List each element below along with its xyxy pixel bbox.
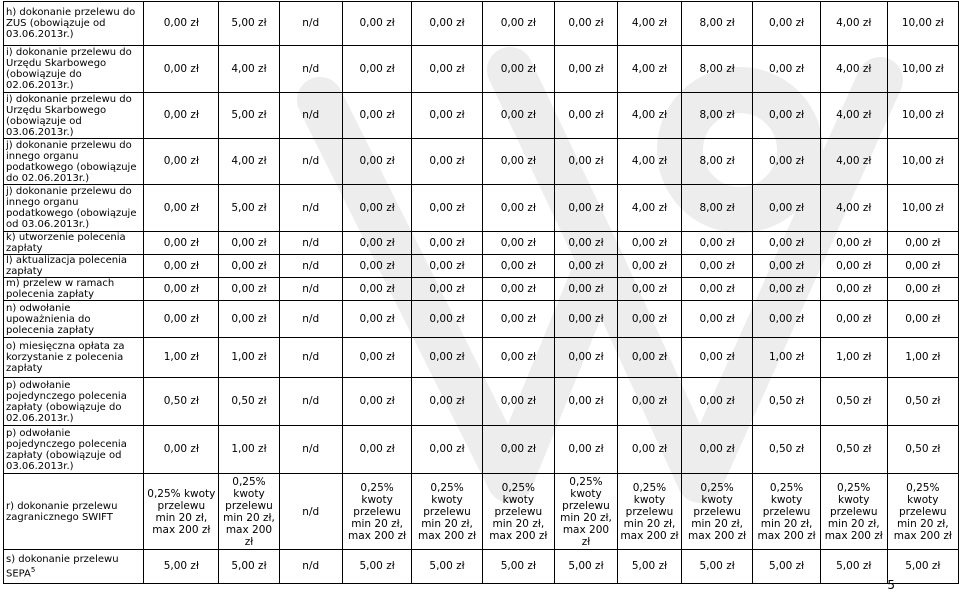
fee-cell: 5,00 zł (681, 550, 752, 584)
fee-cell: 0,00 zł (412, 278, 482, 301)
fee-cell: 0,25% kwoty przelewu min 20 zł, max 200 zł (412, 474, 482, 550)
fee-cell: 0,00 zł (681, 338, 752, 378)
row-label (4, 2, 144, 46)
fee-cell: 0,00 zł (887, 301, 958, 338)
fee-table-body (4, 2, 959, 584)
fee-cell: 0,25% kwoty przelewu min 20 zł, max 200 zł (681, 474, 752, 550)
fee-cell: 4,00 zł (617, 2, 681, 46)
row-label (4, 185, 144, 232)
fee-cell: 0,00 zł (412, 301, 482, 338)
fee-cell: 0,00 zł (753, 46, 821, 93)
fee-cell: 0,00 zł (753, 255, 821, 278)
row-label (4, 255, 144, 278)
fee-cell: 0,00 zł (820, 301, 887, 338)
fee-cell: 0,00 zł (681, 232, 752, 255)
fee-cell: 1,00 zł (753, 338, 821, 378)
fee-cell: 0,00 zł (554, 338, 617, 378)
fee-cell: 0,00 zł (554, 378, 617, 426)
fee-cell: 0,00 zł (554, 139, 617, 185)
fee-cell: 0,00 zł (887, 255, 958, 278)
fee-cell: 0,00 zł (482, 93, 554, 139)
fee-cell: 0,00 zł (144, 185, 219, 232)
row-label-text: k) utworzenie polecenia zapłaty (6, 232, 126, 254)
fee-cell: 4,00 zł (219, 139, 279, 185)
fee-cell: 0,00 zł (617, 232, 681, 255)
fee-cell: 10,00 zł (887, 46, 958, 93)
fee-cell: 0,50 zł (887, 378, 958, 426)
fee-cell: 0,00 zł (144, 46, 219, 93)
fee-cell: 0,25% kwoty przelewu min 20 zł, max 200 zł (617, 474, 681, 550)
fee-cell: 4,00 zł (219, 46, 279, 93)
fee-cell: 8,00 zł (681, 46, 752, 93)
fee-cell: 8,00 zł (681, 139, 752, 185)
row-label-text: p) odwołanie pojedynczego polecenia zapłaty (obowiązuje do 02.06.2013r.) (6, 379, 127, 424)
row-label-text: h) dokonanie przelewu do ZUS (obowiązuje od 03.06.2013r.) (6, 7, 136, 40)
fee-cell: 0,00 zł (342, 278, 411, 301)
fee-cell: 5,00 zł (554, 550, 617, 584)
fee-cell: 0,00 zł (554, 46, 617, 93)
fee-cell: 0,25% kwoty przelewu min 20 zł, max 200 zł (887, 474, 958, 550)
fee-cell: 0,00 zł (342, 426, 411, 474)
fee-cell: 4,00 zł (617, 139, 681, 185)
fee-cell: 0,00 zł (554, 426, 617, 474)
fee-cell: 0,25% kwoty przelewu min 20 zł, max 200 zł (219, 474, 279, 550)
row-label (4, 550, 144, 584)
fee-cell: 0,00 zł (482, 185, 554, 232)
table-row (4, 338, 959, 378)
row-label-text: o) miesięczna opłata za korzystanie z polecenia zapłaty (6, 341, 125, 374)
fee-cell: 10,00 zł (887, 2, 958, 46)
fee-cell: 0,00 zł (144, 255, 219, 278)
fee-cell: 0,00 zł (820, 278, 887, 301)
fee-cell: 10,00 zł (887, 139, 958, 185)
row-label-text: l) aktualizacja polecenia zapłaty (6, 255, 127, 277)
fee-cell: 1,00 zł (219, 426, 279, 474)
fee-cell: 0,00 zł (342, 232, 411, 255)
fee-cell: 0,00 zł (617, 255, 681, 278)
fee-cell: 0,00 zł (681, 378, 752, 426)
fee-cell: 0,00 zł (342, 93, 411, 139)
fee-cell: 0,00 zł (342, 301, 411, 338)
fee-cell: 0,50 zł (887, 426, 958, 474)
row-label (4, 232, 144, 255)
fee-cell: 0,00 zł (144, 301, 219, 338)
table-row (4, 139, 959, 185)
fee-cell: 4,00 zł (820, 185, 887, 232)
fee-cell: 0,00 zł (617, 378, 681, 426)
fee-cell: 0,00 zł (342, 139, 411, 185)
fee-cell: 0,50 zł (753, 378, 821, 426)
fee-cell: n/d (279, 550, 342, 584)
fee-cell: 0,00 zł (412, 2, 482, 46)
table-row (4, 2, 959, 46)
fee-cell: 0,00 zł (681, 255, 752, 278)
row-label (4, 139, 144, 185)
fee-cell: 0,00 zł (482, 2, 554, 46)
fee-cell: n/d (279, 426, 342, 474)
fee-cell: 5,00 zł (219, 185, 279, 232)
fee-cell: 5,00 zł (219, 2, 279, 46)
table-row (4, 255, 959, 278)
fee-cell: 0,00 zł (412, 338, 482, 378)
fee-cell: 0,00 zł (681, 278, 752, 301)
table-row (4, 426, 959, 474)
fee-cell: 0,00 zł (412, 255, 482, 278)
fee-cell: 0,00 zł (554, 93, 617, 139)
table-row (4, 232, 959, 255)
fee-cell: 0,00 zł (820, 255, 887, 278)
fee-cell: n/d (279, 378, 342, 426)
fee-cell: 0,00 zł (342, 378, 411, 426)
fee-table (3, 1, 959, 584)
table-row (4, 474, 959, 550)
fee-cell: 0,00 zł (342, 255, 411, 278)
fee-cell: 0,00 zł (412, 93, 482, 139)
table-row (4, 93, 959, 139)
fee-cell: 0,00 zł (753, 278, 821, 301)
row-label-text: i) dokonanie przelewu do Urzędu Skarbowego (obowiązuje od 03.06.2013r.) (6, 93, 132, 138)
fee-cell: 0,25% kwoty przelewu min 20 zł, max 200 zł (554, 474, 617, 550)
row-label (4, 301, 144, 338)
fee-cell: 0,00 zł (144, 93, 219, 139)
fee-cell: 0,00 zł (219, 255, 279, 278)
fee-cell: 0,25% kwoty przelewu min 20 zł, max 200 zł (144, 474, 219, 550)
fee-cell: 0,50 zł (753, 426, 821, 474)
fee-cell: 0,00 zł (219, 301, 279, 338)
fee-cell: 0,00 zł (144, 278, 219, 301)
fee-cell: 0,00 zł (412, 185, 482, 232)
row-label (4, 93, 144, 139)
row-label (4, 378, 144, 426)
table-row (4, 46, 959, 93)
table-row (4, 301, 959, 338)
row-label-text: n) odwołanie upoważnienia do polecenia zapłaty (6, 302, 95, 336)
fee-cell: 0,00 zł (412, 426, 482, 474)
row-label-text: j) dokonanie przelewu do innego organu podatkowego (obowiązuje od 03.06.2013r.) (6, 186, 137, 230)
fee-cell: n/d (279, 232, 342, 255)
fee-cell: 5,00 zł (144, 550, 219, 584)
row-label (4, 426, 144, 474)
fee-cell: 4,00 zł (617, 46, 681, 93)
fee-cell: 0,00 zł (482, 426, 554, 474)
fee-cell: 0,00 zł (820, 232, 887, 255)
fee-cell: 0,00 zł (482, 338, 554, 378)
row-label (4, 338, 144, 378)
fee-cell: 1,00 zł (887, 338, 958, 378)
fee-cell: 5,00 zł (617, 550, 681, 584)
fee-cell: 0,00 zł (681, 426, 752, 474)
fee-cell: 0,00 zł (412, 139, 482, 185)
fee-cell: 1,00 zł (144, 338, 219, 378)
fee-cell: 0,00 zł (482, 301, 554, 338)
row-label (4, 46, 144, 93)
fee-cell: 0,25% kwoty przelewu min 20 zł, max 200 zł (482, 474, 554, 550)
fee-cell: n/d (279, 139, 342, 185)
fee-cell: 0,00 zł (753, 232, 821, 255)
fee-cell: 0,00 zł (482, 232, 554, 255)
fee-cell: 5,00 zł (753, 550, 821, 584)
fee-cell: 0,00 zł (482, 378, 554, 426)
fee-cell: 0,00 zł (753, 185, 821, 232)
fee-cell: 0,00 zł (554, 2, 617, 46)
fee-cell: n/d (279, 301, 342, 338)
fee-cell: 0,50 zł (820, 426, 887, 474)
fee-cell: n/d (279, 338, 342, 378)
row-label-text: r) dokonanie przelewu zagranicznego SWIFT (6, 500, 118, 523)
row-label-text: s) dokonanie przelewu SEPA (6, 553, 119, 580)
fee-cell: 5,00 zł (342, 550, 411, 584)
fee-cell: 5,00 zł (219, 93, 279, 139)
fee-cell: 10,00 zł (887, 185, 958, 232)
fee-cell: 0,00 zł (887, 278, 958, 301)
fee-cell: 0,00 zł (219, 232, 279, 255)
fee-cell: 0,00 zł (617, 426, 681, 474)
page-number: 5 (887, 578, 895, 592)
fee-cell: 0,00 zł (412, 232, 482, 255)
row-label-text: m) przelew w ramach polecenia zapłaty (6, 278, 115, 300)
fee-cell: 4,00 zł (617, 185, 681, 232)
fee-cell: 0,00 zł (144, 232, 219, 255)
fee-cell: 0,50 zł (144, 378, 219, 426)
fee-cell: n/d (279, 46, 342, 93)
fee-cell: 0,00 zł (342, 46, 411, 93)
table-row (4, 378, 959, 426)
row-label (4, 278, 144, 301)
fee-cell: 5,00 zł (482, 550, 554, 584)
fee-cell: 1,00 zł (820, 338, 887, 378)
fee-cell: 0,00 zł (753, 93, 821, 139)
fee-cell: 0,00 zł (554, 278, 617, 301)
fee-cell: 4,00 zł (820, 2, 887, 46)
fee-cell: 0,00 zł (482, 278, 554, 301)
fee-cell: 0,00 zł (554, 232, 617, 255)
fee-cell: 4,00 zł (820, 46, 887, 93)
fee-cell: 0,25% kwoty przelewu min 20 zł, max 200 zł (753, 474, 821, 550)
fee-cell: 8,00 zł (681, 93, 752, 139)
fee-cell: 5,00 zł (887, 550, 958, 584)
fee-cell: 0,00 zł (412, 46, 482, 93)
row-label-text: p) odwołanie pojedynczego polecenia zapłaty (obowiązuje od 03.06.2013r.) (6, 427, 127, 472)
table-row (4, 278, 959, 301)
fee-cell: 4,00 zł (820, 93, 887, 139)
fee-cell: 5,00 zł (820, 550, 887, 584)
fee-cell: 0,00 zł (219, 278, 279, 301)
fee-cell: 0,00 zł (482, 139, 554, 185)
fee-cell: 0,00 zł (554, 301, 617, 338)
fee-cell: 5,00 zł (412, 550, 482, 584)
fee-cell: 0,00 zł (753, 2, 821, 46)
fee-cell: 0,00 zł (144, 426, 219, 474)
fee-cell: 0,00 zł (554, 185, 617, 232)
row-label-text: i) dokonanie przelewu do Urzędu Skarbowego (obowiązuje do 02.06.2013r.) (6, 47, 132, 91)
fee-cell: 0,00 zł (887, 232, 958, 255)
fee-cell: 0,00 zł (617, 278, 681, 301)
row-label (4, 474, 144, 550)
fee-cell: 0,00 zł (342, 2, 411, 46)
footnote-marker: 5 (30, 565, 36, 574)
fee-cell: 10,00 zł (887, 93, 958, 139)
fee-cell: 0,00 zł (753, 139, 821, 185)
fee-cell: 0,50 zł (820, 378, 887, 426)
row-label-text: j) dokonanie przelewu do innego organu podatkowego (obowiązuje do 02.06.2013r.) (6, 139, 137, 184)
fee-cell: n/d (279, 185, 342, 232)
fee-cell: n/d (279, 255, 342, 278)
fee-cell: 0,50 zł (219, 378, 279, 426)
fee-cell: 0,00 zł (617, 338, 681, 378)
table-row (4, 550, 959, 584)
fee-cell: 8,00 zł (681, 185, 752, 232)
fee-cell: 0,25% kwoty przelewu min 20 zł, max 200 zł (342, 474, 411, 550)
fee-cell: 5,00 zł (219, 550, 279, 584)
fee-cell: 0,00 zł (753, 301, 821, 338)
fee-cell: 0,00 zł (617, 301, 681, 338)
fee-cell: 0,00 zł (681, 301, 752, 338)
fee-cell: 0,00 zł (482, 255, 554, 278)
table-row (4, 185, 959, 232)
fee-cell: n/d (279, 278, 342, 301)
fee-cell: 4,00 zł (617, 93, 681, 139)
fee-cell: 0,00 zł (342, 338, 411, 378)
fee-cell: 0,00 zł (144, 139, 219, 185)
fee-cell: n/d (279, 474, 342, 550)
fee-cell: 4,00 zł (820, 139, 887, 185)
fee-cell: 0,25% kwoty przelewu min 20 zł, max 200 zł (820, 474, 887, 550)
fee-cell: 8,00 zł (681, 2, 752, 46)
fee-cell: 1,00 zł (219, 338, 279, 378)
fee-cell: 0,00 zł (144, 2, 219, 46)
fee-cell: 0,00 zł (482, 46, 554, 93)
fee-cell: 0,00 zł (342, 185, 411, 232)
fee-cell: n/d (279, 2, 342, 46)
fee-cell: 0,00 zł (412, 378, 482, 426)
fee-cell: n/d (279, 93, 342, 139)
fee-cell: 0,00 zł (554, 255, 617, 278)
